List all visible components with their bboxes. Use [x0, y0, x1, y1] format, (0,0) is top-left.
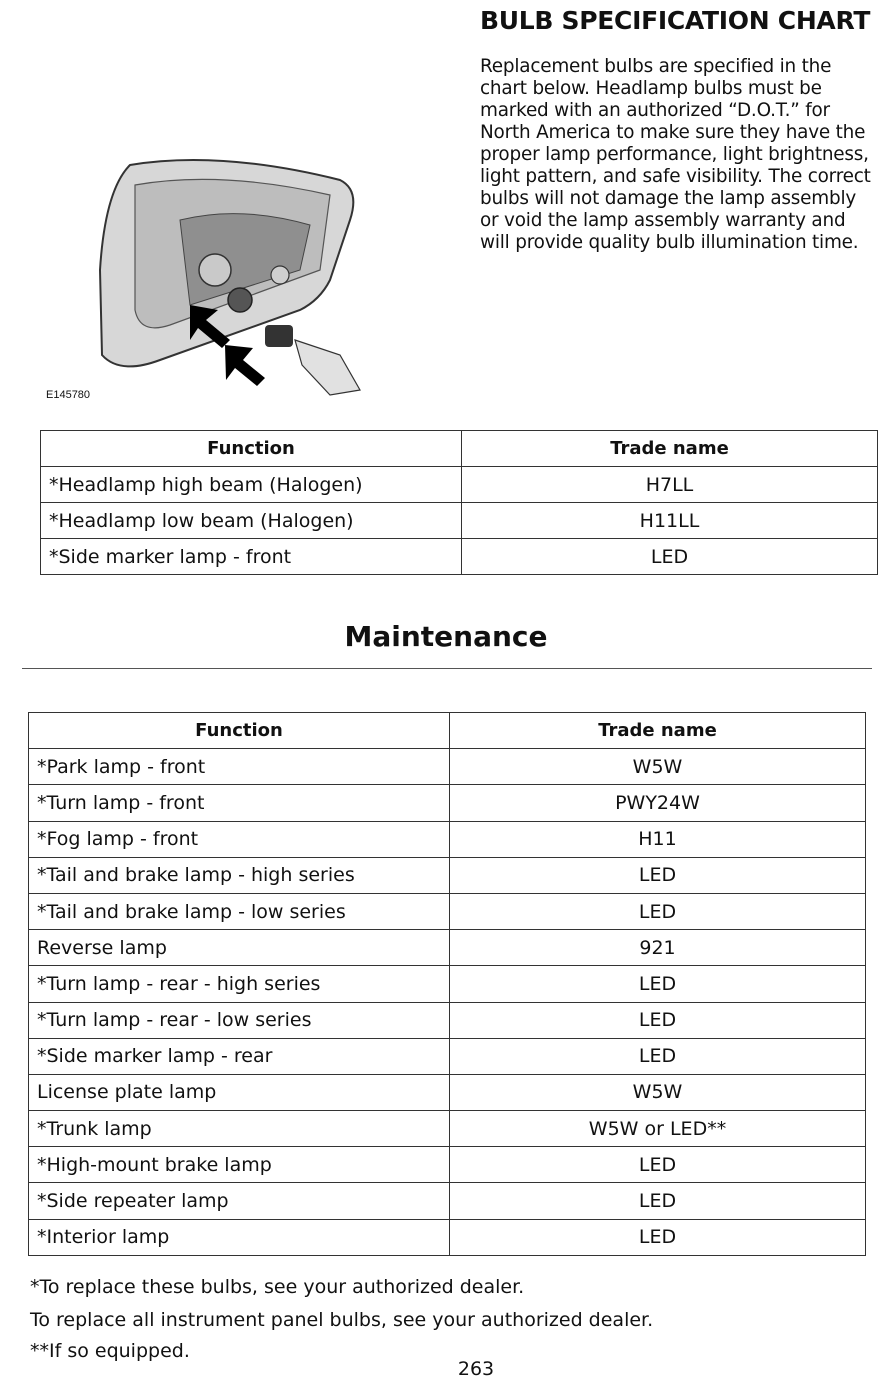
table-row — [29, 1002, 866, 1038]
function-cell: *Side marker lamp - rear — [29, 1038, 450, 1074]
function-cell: *Trunk lamp — [29, 1111, 450, 1147]
function-cell: *Park lamp - front — [29, 749, 450, 785]
table-row — [29, 1219, 866, 1255]
page-heading: BULB SPECIFICATION CHART — [480, 6, 871, 35]
trade-name-cell: LED — [450, 1002, 866, 1038]
table-row — [29, 966, 866, 1002]
maintenance-bulb-table — [28, 712, 866, 1256]
footnote-instrument-panel: To replace all instrument panel bulbs, see your authorized dealer. — [30, 1309, 654, 1331]
function-cell: Reverse lamp — [29, 930, 450, 966]
trade-name-cell: W5W — [450, 749, 866, 785]
trade-name-cell: LED — [450, 857, 866, 893]
footnote-if-equipped: **If so equipped. — [30, 1340, 190, 1362]
trade-name-cell: LED — [450, 1219, 866, 1255]
function-cell: *Interior lamp — [29, 1219, 450, 1255]
table-row — [29, 930, 866, 966]
table-row — [41, 467, 878, 503]
column-header-trade-name: Trade name — [450, 713, 866, 749]
table-header-row — [41, 431, 878, 467]
trade-name-cell: W5W or LED** — [450, 1111, 866, 1147]
function-cell: *Tail and brake lamp - low series — [29, 893, 450, 929]
trade-name-cell: PWY24W — [450, 785, 866, 821]
table-header-row — [29, 713, 866, 749]
table-row — [29, 1183, 866, 1219]
column-header-function: Function — [29, 713, 450, 749]
function-cell: *Turn lamp - rear - low series — [29, 1002, 450, 1038]
trade-name-cell: 921 — [450, 930, 866, 966]
table-row — [29, 857, 866, 893]
function-cell: *High-mount brake lamp — [29, 1147, 450, 1183]
function-cell: *Headlamp high beam (Halogen) — [41, 467, 462, 503]
headlamp-bulb-table — [40, 430, 878, 575]
intro-paragraph: Replacement bulbs are specified in the chart below. Headlamp bulbs must be marked with an authorized “D.O.T.” for North America to make sure they have the proper lamp performance, light brightness, light pattern, and safe visibility. The correct bulbs will not damage the lamp assembly or void the lamp assembly warranty and will provide quality bulb illumination time. — [480, 56, 871, 253]
trade-name-cell: LED — [450, 966, 866, 1002]
table-row — [29, 785, 866, 821]
function-cell: *Turn lamp - rear - high series — [29, 966, 450, 1002]
table-row — [41, 539, 878, 575]
figure-id: E145780 — [46, 389, 91, 401]
footnote-dealer: *To replace these bulbs, see your authorized dealer. — [30, 1276, 525, 1298]
trade-name-cell: LED — [450, 1183, 866, 1219]
table-row — [41, 503, 878, 539]
section-title: Maintenance — [344, 620, 548, 653]
table-row — [29, 1038, 866, 1074]
trade-name-cell: H11 — [450, 821, 866, 857]
trade-name-cell: H7LL — [462, 467, 878, 503]
trade-name-cell: W5W — [450, 1074, 866, 1110]
function-cell: *Fog lamp - front — [29, 821, 450, 857]
section-divider — [22, 668, 872, 669]
headlamp-assembly-illustration — [40, 150, 380, 400]
function-cell: License plate lamp — [29, 1074, 450, 1110]
table-row — [29, 1074, 866, 1110]
table-row — [29, 749, 866, 785]
function-cell: *Tail and brake lamp - high series — [29, 857, 450, 893]
column-header-function: Function — [41, 431, 462, 467]
trade-name-cell: H11LL — [462, 503, 878, 539]
trade-name-cell: LED — [462, 539, 878, 575]
page-number: 263 — [457, 1358, 495, 1380]
function-cell: *Turn lamp - front — [29, 785, 450, 821]
table-row — [29, 893, 866, 929]
table-row — [29, 1147, 866, 1183]
trade-name-cell: LED — [450, 893, 866, 929]
table-row — [29, 1111, 866, 1147]
function-cell: *Side repeater lamp — [29, 1183, 450, 1219]
trade-name-cell: LED — [450, 1038, 866, 1074]
column-header-trade-name: Trade name — [462, 431, 878, 467]
table-row — [29, 821, 866, 857]
function-cell: *Side marker lamp - front — [41, 539, 462, 575]
function-cell: *Headlamp low beam (Halogen) — [41, 503, 462, 539]
trade-name-cell: LED — [450, 1147, 866, 1183]
